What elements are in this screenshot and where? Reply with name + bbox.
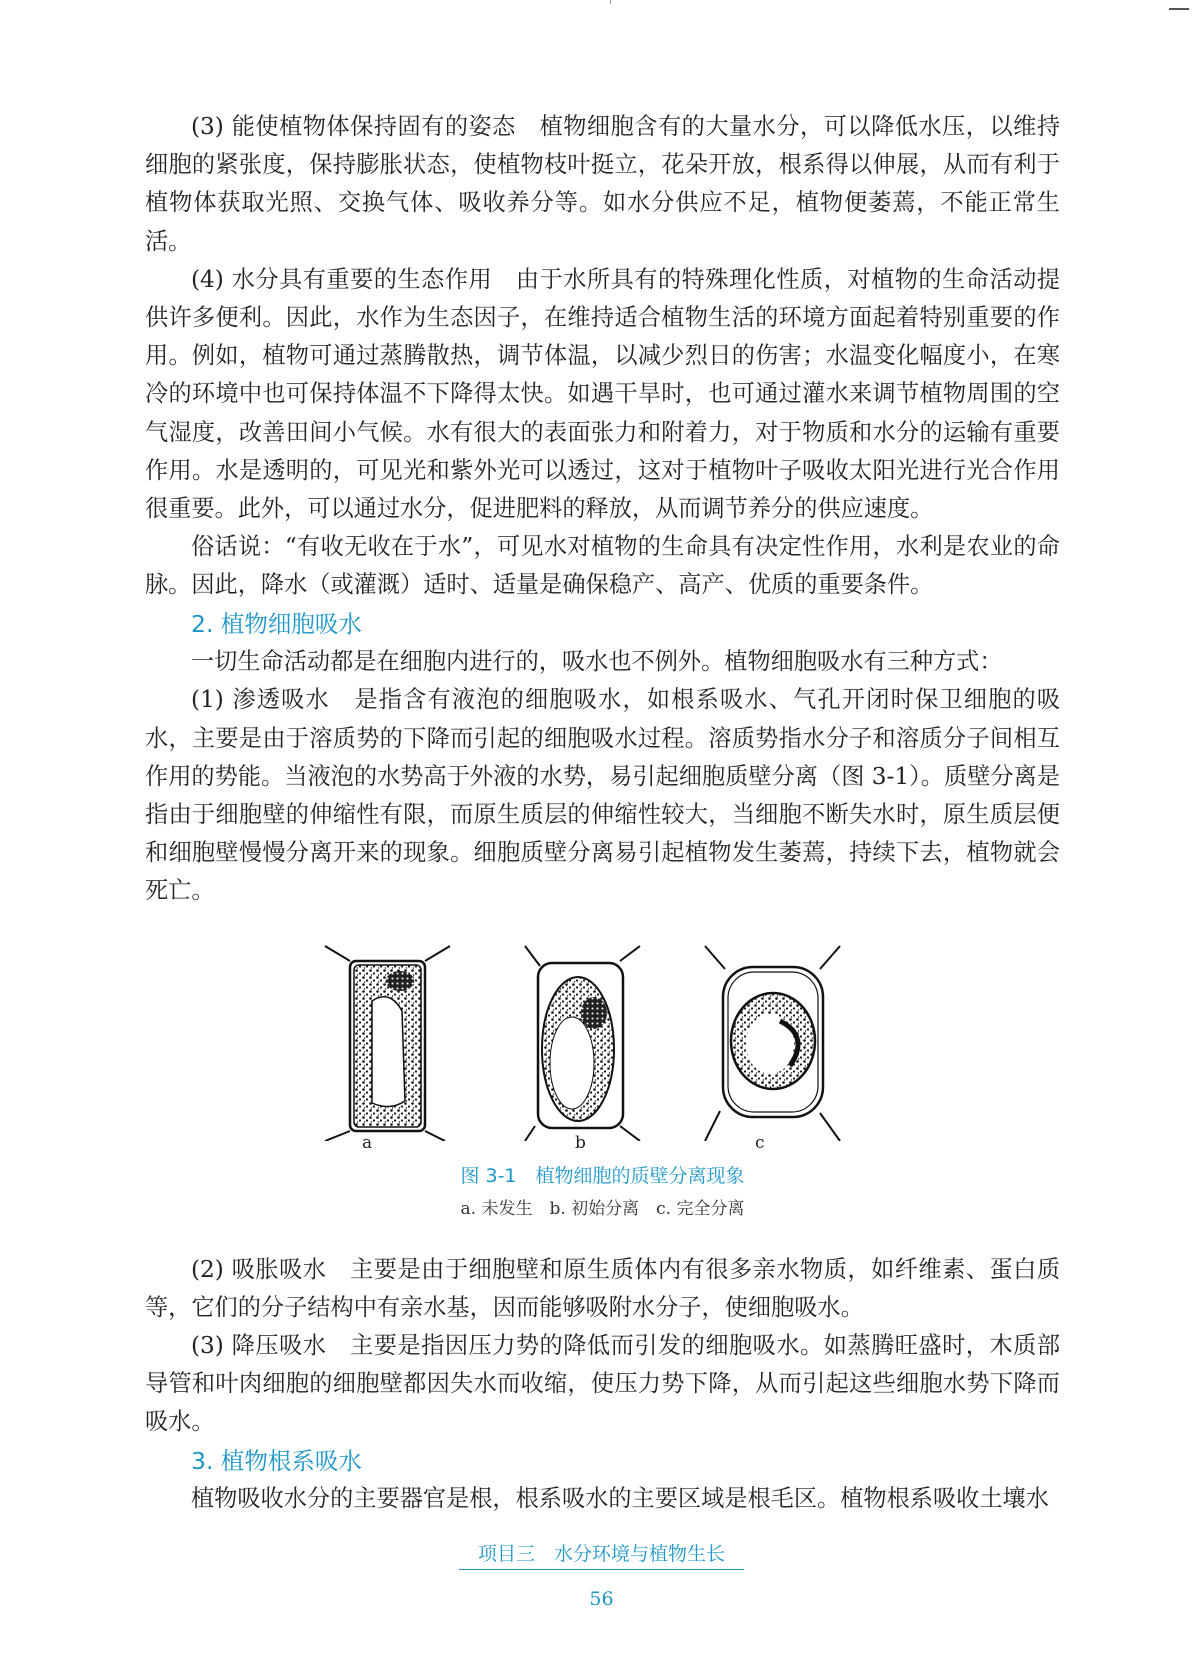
pressure-drop-lead: (3) 降压吸水 xyxy=(191,1331,327,1359)
figure-3-1 xyxy=(145,911,1060,1251)
paragraph-4-lead: (4) 水分具有重要的生态作用 xyxy=(191,265,493,293)
cell-a xyxy=(325,946,450,1141)
crop-mark-top xyxy=(610,0,611,4)
figure-label-b: b xyxy=(575,1132,586,1153)
page-number: 56 xyxy=(589,1588,614,1610)
imbibition-body: 主要是由于细胞壁和原生质体内有很多亲水物质，如纤维素、蛋白质等，它们的分子结构中有亲水基，因而能够吸附水分子，使细胞吸水。 xyxy=(145,1255,1061,1321)
figure-label-a: a xyxy=(362,1132,373,1153)
paragraph-4 xyxy=(145,261,1060,528)
pressure-drop-body: 主要是指因压力势的降低而引发的细胞吸水。如蒸腾旺盛时，木质部导管和叶肉细胞的细胞壁都因失水而收缩，使压力势下降，从而引起这些细胞水势下降而吸水。 xyxy=(145,1331,1061,1436)
osmotic-absorption-body: 是指含有液泡的细胞吸水，如根系吸水、气孔开闭时保卫细胞的吸水，主要是由于溶质势的下降而引起的细胞吸水过程。溶质势指水分子和溶质分子间相互作用的势能。当液泡的水势高于外液的水势，易引起细胞质壁分离（图 3-1）。质壁分离是指由于细胞壁的伸缩性有限，而原生质层的伸缩性较大，当细胞不断失水时，原生质层便和细胞壁慢慢分离开来的现象。细胞质壁分离易引起植物发生萎蔫，持续下去，植物就会死亡。 xyxy=(145,686,1061,905)
section-3-intro: 植物吸收水分的主要器官是根，根系吸水的主要区域是根毛区。植物根系吸收土壤水 xyxy=(191,1485,1049,1513)
paragraph-saying: 俗话说：“有收无收在于水”，可见水对植物的生命具有决定性作用，水利是农业的命脉。因此，降水（或灌溉）适时、适量是确保稳产、高产、优质的重要条件。 xyxy=(145,533,1060,599)
section-2-intro: 一切生命活动都是在细胞内进行的，吸水也不例外。植物细胞吸水有三种方式： xyxy=(191,648,1003,676)
imbibition-paragraph xyxy=(145,1251,1060,1327)
paragraph-3-lead: (3) 能使植物体保持固有的姿态 xyxy=(191,113,516,140)
plasmolysis-illustration xyxy=(320,941,880,1141)
page-body xyxy=(145,108,1060,1518)
imbibition-lead: (2) 吸胀吸水 xyxy=(191,1255,327,1283)
osmotic-absorption-paragraph xyxy=(145,681,1060,910)
figure-subcaption: a. 未发生 b. 初始分离 c. 完全分离 xyxy=(460,1198,745,1219)
page-footer xyxy=(459,1539,744,1610)
cell-b xyxy=(525,946,640,1141)
figure-caption: 图 3-1 植物细胞的质壁分离现象 xyxy=(460,1164,745,1187)
cell-c xyxy=(705,946,840,1141)
crop-mark-top-right xyxy=(1169,8,1189,10)
paragraph-3 xyxy=(145,108,1060,261)
footer-chapter-title: 项目三 水分环境与植物生长 xyxy=(459,1539,744,1570)
section-3-heading: 3. 植物根系吸水 xyxy=(191,1446,362,1475)
paragraph-3-body: 植物细胞含有的大量水分，可以降低水压，以维持细胞的紧张度，保持膨胀状态，使植物枝叶挺立，花朵开放，根系得以伸展，从而有利于植物体获取光照、交换气体、吸收养分等。如水分供应不足，植物便萎蔫，不能正常生活。 xyxy=(145,113,1061,255)
osmotic-absorption-lead: (1) 渗透吸水 xyxy=(191,686,330,714)
figure-label-c: c xyxy=(755,1132,765,1153)
section-2-heading: 2. 植物细胞吸水 xyxy=(191,609,362,638)
pressure-drop-paragraph xyxy=(145,1327,1060,1442)
paragraph-4-body: 由于水所具有的特殊理化性质，对植物的生命活动提供许多便利。因此，水作为生态因子，在维持适合植物生活的环境方面起着特别重要的作用。例如，植物可通过蒸腾散热，调节体温，以减少烈日的伤害；水温变化幅度小，在寒冷的环境中也可保持体温不下降得太快。如遇干旱时，也可通过灌水来调节植物周围的空气湿度，改善田间小气候。水有很大的表面张力和附着力，对于物质和水分的运输有重要作用。水是透明的，可见光和紫外光可以透过，这对于植物叶子吸收太阳光进行光合作用很重要。此外，可以通过水分，促进肥料的释放，从而调节养分的供应速度。 xyxy=(145,265,1061,523)
